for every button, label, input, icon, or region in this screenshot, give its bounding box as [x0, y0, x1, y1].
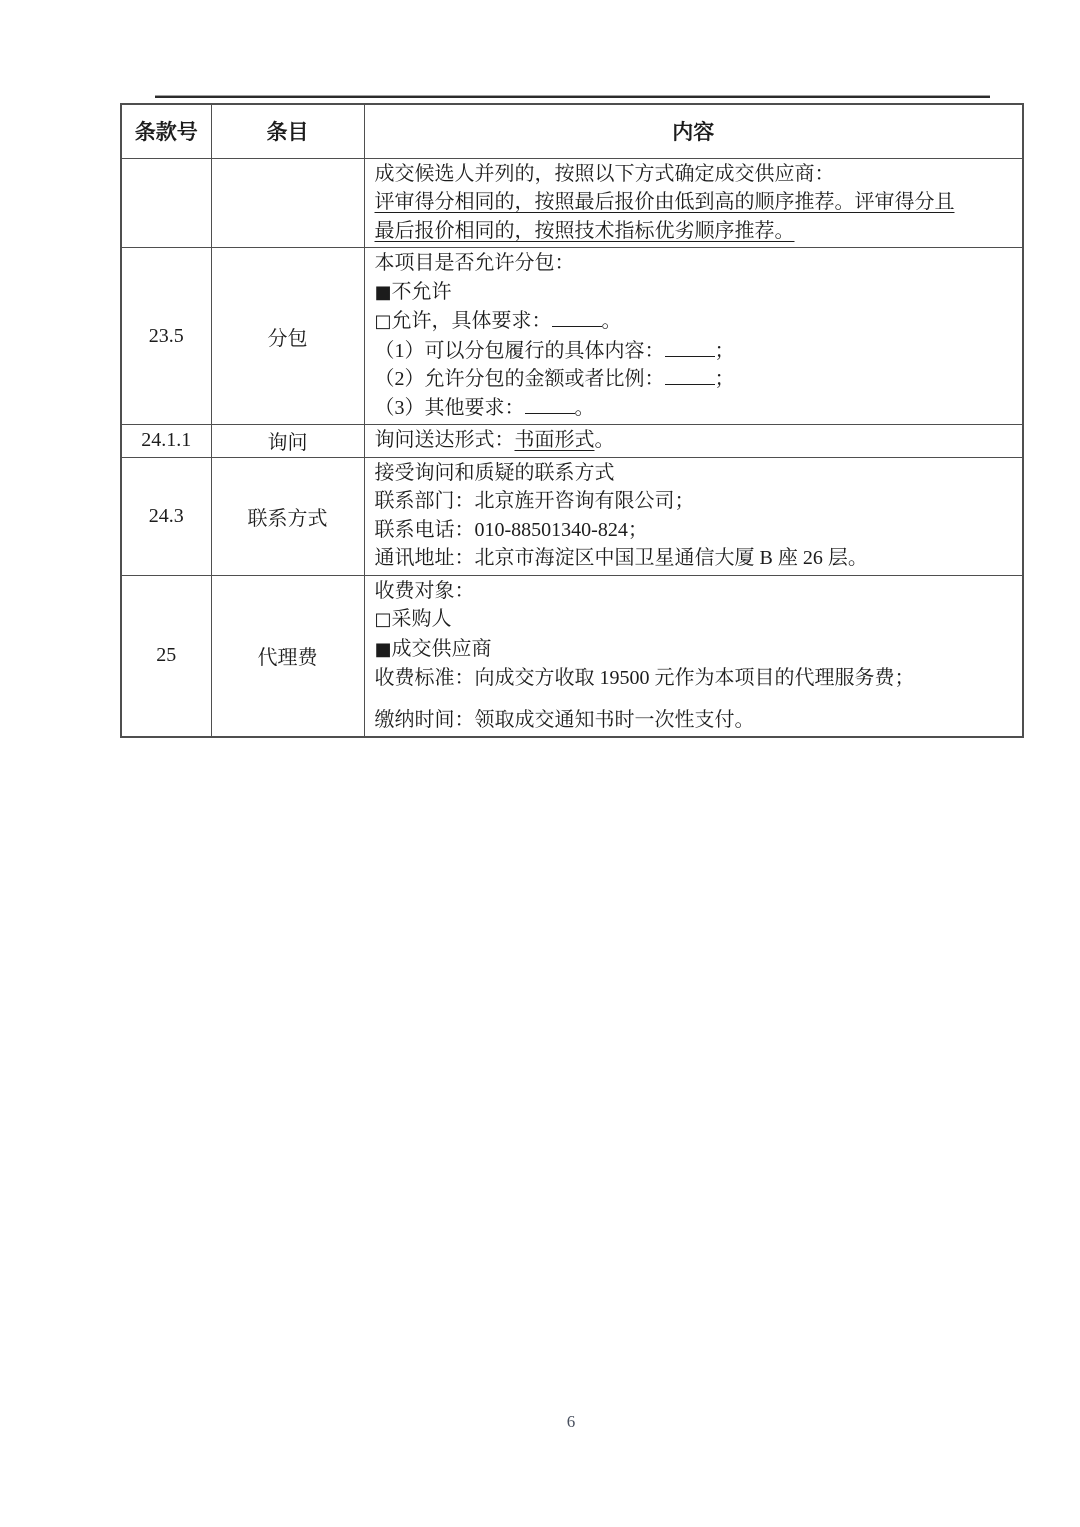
content-line	[375, 278, 1015, 308]
text-segment: ；	[714, 368, 735, 390]
content-line	[375, 487, 1015, 516]
checkbox-unchecked-icon: □	[374, 609, 392, 630]
checkbox-unchecked-icon: □	[374, 311, 392, 332]
text-segment: 收费对象：	[374, 579, 475, 602]
content-cell	[364, 575, 1023, 737]
table-row	[121, 158, 1023, 248]
content-line	[375, 188, 1015, 217]
table-row	[121, 425, 1023, 458]
content-cell	[364, 248, 1023, 425]
underlined-text: 最后报价相同的，按照技术指标优劣顺序推荐。	[374, 219, 795, 242]
text-segment: 。	[601, 310, 622, 332]
text-segment: 通讯地址：北京市海淀区中国卫星通信大厦 B 座 26 层。	[374, 547, 868, 569]
content-line	[375, 605, 1015, 635]
item-cell: 分包	[211, 248, 364, 425]
content-line	[375, 394, 1015, 423]
table-row	[121, 575, 1023, 737]
item-cell: 代理费	[211, 575, 364, 737]
clause-number-cell: 24.1.1	[121, 425, 211, 458]
clauses-table	[120, 103, 1024, 738]
content-line	[375, 635, 1015, 665]
content-line	[375, 217, 1015, 246]
blank-underline	[665, 365, 715, 385]
text-segment: 允许，具体要求：	[391, 310, 552, 332]
table-header-row	[121, 104, 1023, 158]
text-segment: 不允许	[391, 280, 452, 303]
content-line	[375, 307, 1015, 337]
text-segment: ；	[714, 339, 735, 362]
text-segment: 询问送达形式：	[374, 429, 515, 451]
clause-number-cell: 25	[121, 575, 211, 737]
text-segment: 。	[594, 429, 615, 451]
header-rule-divider	[155, 95, 990, 98]
item-cell: 询问	[211, 425, 364, 458]
text-segment: （3）其他要求：	[374, 396, 525, 419]
text-segment: 联系电话：010-88501340-824；	[374, 518, 648, 541]
header-clause-number: 条款号	[121, 104, 211, 158]
content-line	[375, 706, 1015, 735]
content-line	[375, 577, 1015, 606]
table-row	[121, 248, 1023, 425]
content-line	[375, 664, 1015, 693]
content-cell	[364, 158, 1023, 248]
item-cell	[211, 158, 364, 248]
text-segment: 接受询问和质疑的联系方式	[374, 461, 615, 484]
text-segment: 收费标准：向成交方收取 19500 元作为本项目的代理服务费；	[374, 667, 915, 689]
clause-number-cell	[121, 158, 211, 248]
underlined-text: 评审得分相同的，按照最后报价由低到高的顺序推荐。评审得分且	[374, 191, 955, 213]
blank-underline	[665, 337, 715, 357]
clause-number-cell: 24.3	[121, 457, 211, 575]
checkbox-checked-icon: ■	[374, 281, 392, 303]
content-line	[375, 160, 1015, 189]
header-item: 条目	[211, 104, 364, 158]
text-segment: 采购人	[391, 608, 452, 630]
content-line	[375, 459, 1015, 488]
table-row	[121, 457, 1023, 575]
text-segment: 。	[574, 396, 595, 419]
checkbox-checked-icon: ■	[374, 638, 392, 660]
content-line	[375, 516, 1015, 545]
table-body	[121, 158, 1023, 737]
content-cell	[364, 457, 1023, 575]
text-segment: 成交候选人并列的，按照以下方式确定成交供应商：	[374, 162, 835, 185]
content-line	[375, 544, 1015, 573]
content-line	[375, 426, 1015, 455]
underlined-text: 书面形式	[514, 429, 595, 451]
text-segment: 本项目是否允许分包：	[374, 252, 575, 274]
clause-number-cell: 23.5	[121, 248, 211, 425]
content-cell	[364, 425, 1023, 458]
content-line	[375, 365, 1015, 394]
text-segment: 联系部门：北京旌开咨询有限公司；	[374, 490, 695, 512]
item-cell: 联系方式	[211, 457, 364, 575]
text-segment: （2）允许分包的金额或者比例：	[374, 368, 665, 390]
blank-underline	[525, 394, 575, 414]
content-line	[375, 337, 1015, 366]
header-content: 内容	[364, 104, 1023, 158]
table-header	[121, 104, 1023, 158]
text-segment: （1）可以分包履行的具体内容：	[374, 339, 665, 362]
content-line	[375, 249, 1015, 278]
text-segment: 成交供应商	[391, 637, 492, 660]
blank-underline	[552, 307, 602, 327]
page-number: 6	[566, 1412, 576, 1431]
text-segment: 缴纳时间：领取成交通知书时一次性支付。	[374, 708, 755, 731]
